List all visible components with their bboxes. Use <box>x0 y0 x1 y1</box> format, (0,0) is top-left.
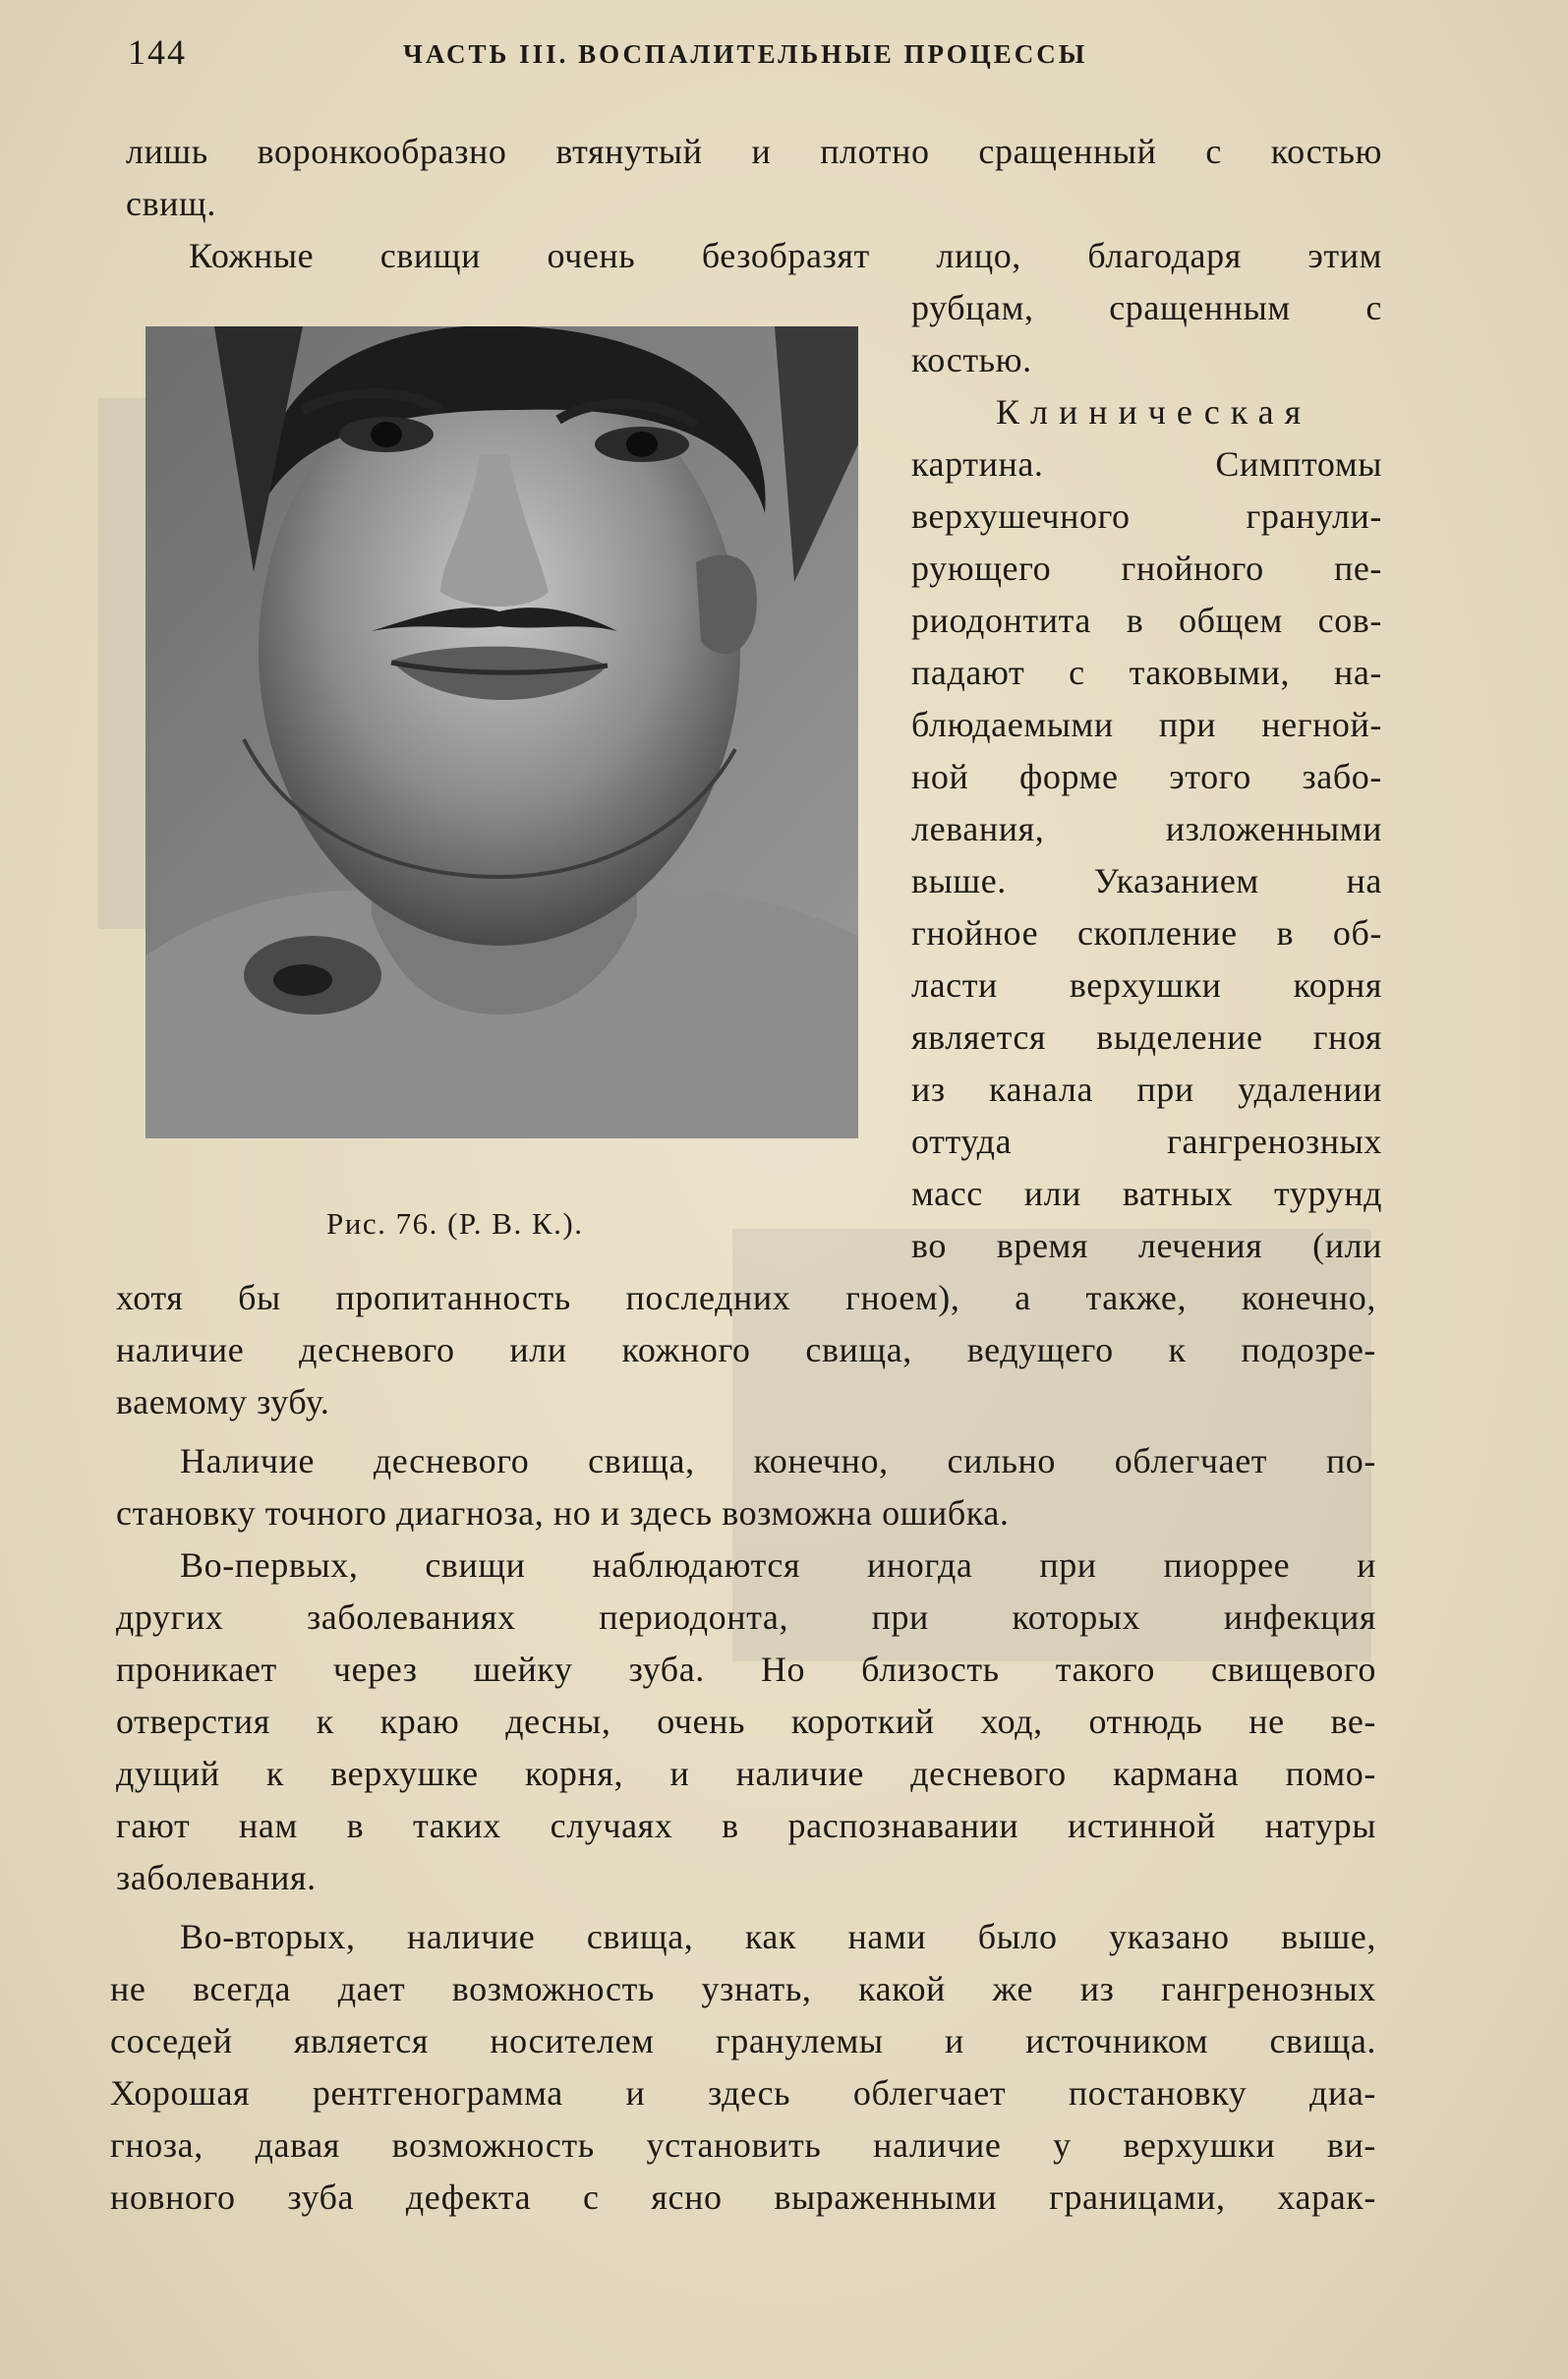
text-line: левания, изложенными <box>911 809 1382 848</box>
figure-caption: Рис. 76. (Р. В. К.). <box>326 1206 584 1241</box>
text-line: оттуда гангренозных <box>911 1122 1382 1161</box>
text-line: верхушечного гранули- <box>911 496 1382 536</box>
text-line: гноза, давая возможность установить наличие у верхушки ви- <box>110 2125 1376 2165</box>
text-line: заболевания. <box>116 1858 317 1897</box>
text-line: масс или ватных турунд <box>911 1174 1382 1213</box>
text-line: хотя бы пропитанность последних гноем), а также, конечно, <box>116 1278 1376 1317</box>
text-line: картина. Симптомы <box>911 444 1382 484</box>
text-line: Наличие десневого свища, конечно, сильно облегчает по- <box>180 1441 1376 1480</box>
text-line: блюдаемыми при негной- <box>911 705 1382 744</box>
section-heading: Клиническая <box>996 392 1312 432</box>
running-title: ЧАСТЬ III. ВОСПАЛИТЕЛЬНЫЕ ПРОЦЕССЫ <box>403 39 1088 69</box>
text-line: выше. Указанием на <box>911 861 1382 900</box>
text-line: из канала при удалении <box>911 1070 1382 1109</box>
text-line: является выделение гноя <box>911 1017 1382 1057</box>
text-line: ной форме этого забо- <box>911 757 1382 796</box>
text-line: отверстия к краю десны, очень короткий ход, отнюдь не ве- <box>116 1702 1376 1741</box>
running-header <box>108 31 1386 81</box>
face-illustration <box>145 326 858 1138</box>
text-line: соседей является носителем гранулемы и источником свища. <box>110 2021 1376 2060</box>
text-line: наличие десневого или кожного свища, ведущего к подозре- <box>116 1330 1376 1369</box>
text-line: не всегда дает возможность узнать, какой же из гангренозных <box>110 1969 1376 2008</box>
text-line: во время лечения (или <box>911 1226 1382 1265</box>
text-line: риодонтита в общем сов- <box>911 601 1382 640</box>
text-line: ваемому зубу. <box>116 1382 330 1422</box>
text-line: дущий к верхушке корня, и наличие десневого кармана помо- <box>116 1754 1376 1793</box>
text-line: гнойное скопление в об- <box>911 913 1382 953</box>
text-line: Кожные свищи очень безобразят лицо, благодаря этим <box>189 236 1382 275</box>
text-line: Во-вторых, наличие свища, как нами было указано выше, <box>180 1917 1376 1956</box>
text-line: рубцам, сращенным с <box>911 288 1382 327</box>
patient-photograph <box>145 326 858 1138</box>
text-line: рующего гнойного пе- <box>911 549 1382 588</box>
text-line: костью. <box>911 340 1032 379</box>
text-line: гают нам в таких случаях в распознавании истинной натуры <box>116 1806 1376 1845</box>
text-line: новного зуба дефекта с ясно выраженными границами, харак- <box>110 2177 1376 2217</box>
text-line: проникает через шейку зуба. Но близость такого свищевого <box>116 1650 1376 1689</box>
text-line: других заболеваниях периодонта, при которых инфекция <box>116 1597 1376 1637</box>
text-line: становку точного диагноза, но и здесь возможна ошибка. <box>116 1493 1010 1533</box>
text-line: Во-первых, свищи наблюдаются иногда при пиоррее и <box>180 1545 1376 1585</box>
text-line: падают с таковыми, на- <box>911 653 1382 692</box>
text-line: свищ. <box>126 184 216 223</box>
text-line: лишь воронкообразно втянутый и плотно сращенный с костью <box>126 132 1382 171</box>
page-number: 144 <box>128 32 187 72</box>
text-line: Хорошая рентгенограмма и здесь облегчает постановку диа- <box>110 2073 1376 2113</box>
text-line: ласти верхушки корня <box>911 965 1382 1005</box>
